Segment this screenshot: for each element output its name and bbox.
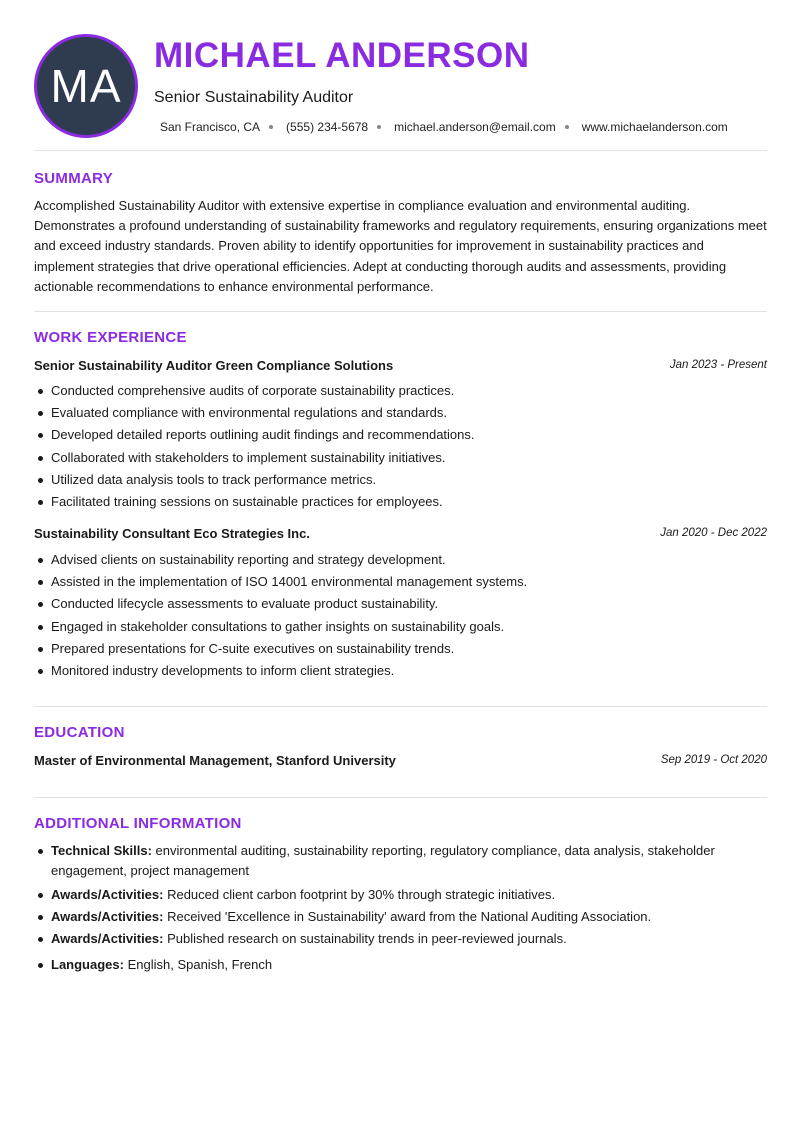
list-item: Advised clients on sustainability reporting and strategy development. <box>34 549 767 571</box>
work-experience-heading: WORK EXPERIENCE <box>34 329 187 346</box>
contact-email[interactable]: michael.anderson@email.com <box>394 120 556 134</box>
list-item <box>34 841 767 881</box>
summary-text: Accomplished Sustainability Auditor with extensive expertise in compliance evaluation and environmental auditing. Demonstrates a profound understanding of sustainability frameworks and regulatory requirements, ensuring organizations meet and exceed industry standards. Proven ability to identify opportunities for improvement in sustainability practices and implement strategies that drive operational efficiencies. Adept at conducting thorough audits and assessments, providing actionable recommendations to enhance environmental performance. <box>34 198 767 294</box>
list-item: Engaged in stakeholder consultations to gather insights on sustainability goals. <box>34 616 767 638</box>
divider <box>34 150 767 151</box>
contact-phone: (555) 234-5678 <box>286 120 369 134</box>
list-item: Assisted in the implementation of ISO 14001 environmental management systems. <box>34 571 767 593</box>
separator-dot-icon <box>565 125 569 129</box>
list-item <box>34 929 767 949</box>
list-item <box>34 885 767 905</box>
list-item: Evaluated compliance with environmental regulations and standards. <box>34 402 767 424</box>
job-header <box>34 358 767 376</box>
job-title: Senior Sustainability Auditor Green Compliance Solutions <box>34 358 394 373</box>
degree: Master of Environmental Management, Stanford University <box>34 753 396 768</box>
avatar <box>34 34 138 138</box>
list-item: Conducted lifecycle assessments to evaluate product sustainability. <box>34 593 767 615</box>
job-bullets <box>34 549 767 682</box>
list-item: Developed detailed reports outlining audit findings and recommendations. <box>34 424 767 446</box>
contact-info <box>160 120 728 134</box>
divider <box>34 311 767 312</box>
item-text: Received 'Excellence in Sustainability' award from the National Auditing Association. <box>163 909 652 924</box>
separator-dot-icon <box>377 125 381 129</box>
item-text: Published research on sustainability trends in peer-reviewed journals. <box>163 931 567 946</box>
item-label: Awards/Activities: <box>51 909 164 924</box>
job-bullets <box>34 380 767 513</box>
item-text: English, Spanish, French <box>123 957 273 972</box>
contact-location: San Francisco, CA <box>160 120 261 134</box>
divider <box>34 706 767 707</box>
item-text: Reduced client carbon footprint by 30% through strategic initiatives. <box>163 887 556 902</box>
list-item <box>34 955 767 975</box>
list-item: Collaborated with stakeholders to implement sustainability initiatives. <box>34 447 767 469</box>
item-label: Awards/Activities: <box>51 931 164 946</box>
additional-info-list <box>34 841 767 975</box>
separator-dot-icon <box>269 125 273 129</box>
item-text: environmental auditing, sustainability reporting, regulatory compliance, data analysis, stakeholder engagement, project management <box>51 843 715 878</box>
divider <box>34 797 767 798</box>
list-item: Conducted comprehensive audits of corporate sustainability practices. <box>34 380 767 402</box>
avatar-initials: MA <box>50 60 122 112</box>
resume-header <box>34 34 768 138</box>
job-dates: Jan 2020 - Dec 2022 <box>660 527 767 539</box>
contact-website[interactable]: www.michaelanderson.com <box>581 120 728 134</box>
education-dates: Sep 2019 - Oct 2020 <box>660 754 767 766</box>
summary-heading: SUMMARY <box>34 170 114 187</box>
candidate-title: Senior Sustainability Auditor <box>154 89 354 106</box>
list-item <box>34 907 767 927</box>
job-dates: Jan 2023 - Present <box>669 359 767 371</box>
list-item: Utilized data analysis tools to track performance metrics. <box>34 469 767 491</box>
education-entry <box>34 753 767 771</box>
job-header <box>34 526 767 544</box>
candidate-name: MICHAEL ANDERSON <box>154 36 530 75</box>
item-label: Awards/Activities: <box>51 887 164 902</box>
item-label: Languages: <box>51 957 124 972</box>
list-item: Prepared presentations for C-suite executives on sustainability trends. <box>34 638 767 660</box>
item-label: Technical Skills: <box>51 843 152 858</box>
list-item: Facilitated training sessions on sustainable practices for employees. <box>34 491 767 513</box>
list-item: Monitored industry developments to inform client strategies. <box>34 660 767 682</box>
education-heading: EDUCATION <box>34 724 125 741</box>
additional-info-heading: ADDITIONAL INFORMATION <box>34 815 242 832</box>
job-title: Sustainability Consultant Eco Strategies Inc. <box>34 526 310 541</box>
